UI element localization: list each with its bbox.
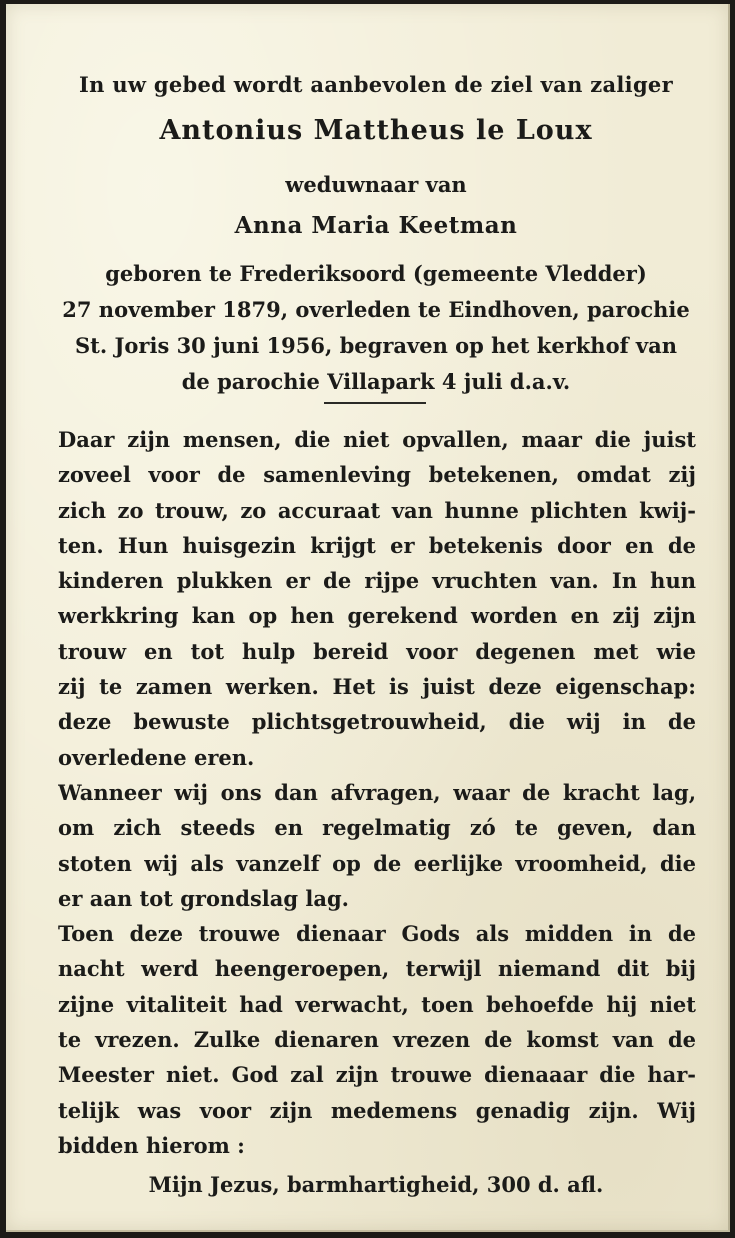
- text-line: telijk was voor zijn medemens genadig zijn. Wij: [58, 1097, 696, 1123]
- text-line: er aan tot grondslag lag.: [58, 885, 349, 911]
- text-line: om zich steeds en regelmatig zó te geven, dan: [58, 815, 696, 841]
- intro-line: In uw gebed wordt aanbevolen de ziel van zaliger: [79, 72, 673, 97]
- text-line: deze bewuste plichtsgetrouwheid, die wij in de: [58, 709, 696, 735]
- widower-of-line: weduwnaar van: [285, 172, 467, 197]
- bio-line: 27 november 1879, overleden te Eindhoven, parochie: [62, 297, 690, 322]
- text-line: zij te zamen werken. Het is juist deze eigenschap:: [58, 674, 696, 700]
- indulgence-prayer: Mijn Jezus, barmhartigheid, 300 d. afl.: [148, 1172, 604, 1197]
- divider-rule: [324, 402, 426, 404]
- spouse-name: Anna Maria Keetman: [234, 212, 518, 239]
- paragraph-3: [58, 916, 696, 1163]
- text-line: kinderen plukken er de rijpe vruchten van. In hun: [58, 568, 696, 594]
- text-line: zoveel voor de samenleving betekenen, omdat zij: [58, 462, 696, 488]
- text-line: Toen deze trouwe dienaar Gods als midden in de: [58, 921, 696, 947]
- biography-block: [46, 256, 706, 400]
- memorial-card: [6, 4, 730, 1232]
- tribute-text: [58, 422, 696, 1163]
- paragraph-1: [58, 422, 696, 775]
- text-line: stoten wij als vanzelf op de eerlijke vroomheid, die: [58, 850, 696, 876]
- text-line: te vrezen. Zulke dienaren vrezen de komst van de: [58, 1027, 696, 1053]
- text-line: trouw en tot hulp bereid voor degenen met wie: [58, 638, 696, 664]
- text-line: zich zo trouw, zo accuraat van hunne plichten kwij-: [58, 497, 696, 523]
- bio-line: geboren te Frederiksoord (gemeente Vledder): [105, 261, 647, 286]
- text-line: zijne vitaliteit had verwacht, toen behoefde hij niet: [58, 991, 696, 1017]
- text-line: werkkring kan op hen gerekend worden en zij zijn: [58, 603, 696, 629]
- paragraph-2: [58, 775, 696, 916]
- bio-line: de parochie Villapark 4 juli d.a.v.: [181, 369, 571, 394]
- text-line: Daar zijn mensen, die niet opvallen, maar die juist: [58, 427, 696, 452]
- text-line: Meester niet. God zal zijn trouwe dienaaar die har-: [58, 1062, 696, 1088]
- bio-line: St. Joris 30 juni 1956, begraven op het kerkhof van: [74, 333, 678, 358]
- text-line: bidden hierom :: [58, 1132, 245, 1158]
- text-line: ten. Hun huisgezin krijgt er betekenis door en de: [58, 532, 696, 558]
- text-line: overledene eren.: [58, 744, 255, 770]
- text-line: nacht werd heengeroepen, terwijl niemand dit bij: [58, 956, 696, 982]
- deceased-name: Antonius Mattheus le Loux: [159, 115, 593, 146]
- text-line: Wanneer wij ons dan afvragen, waar de kracht lag,: [58, 779, 696, 805]
